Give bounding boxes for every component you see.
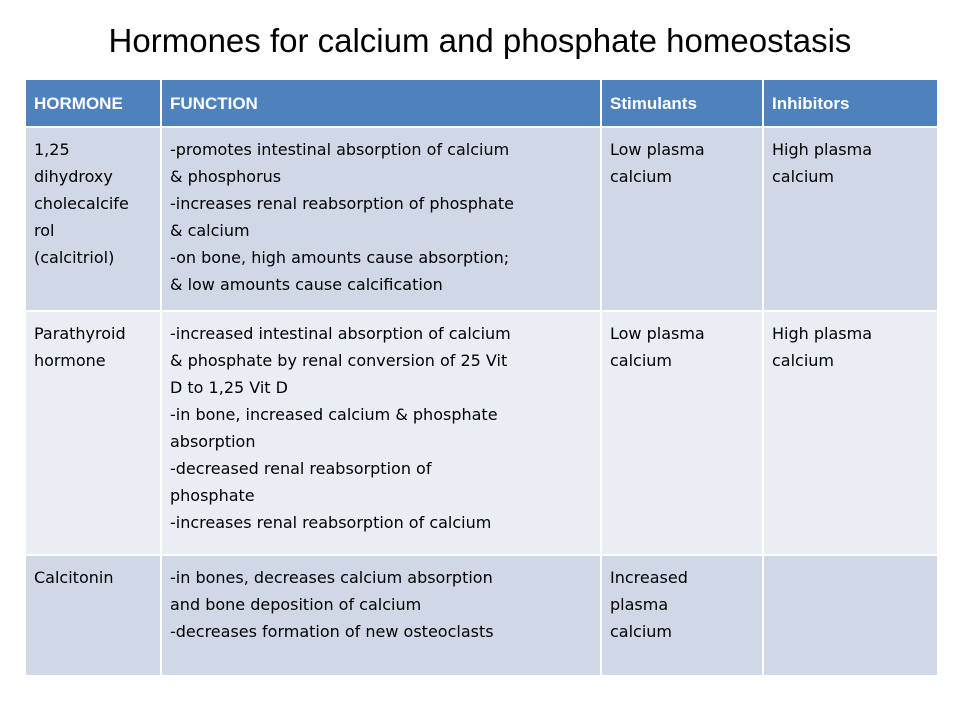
cell-line: calcium [610, 351, 673, 370]
cell-line: phosphate [170, 486, 255, 505]
cell-line: -promotes intestinal absorption of calcium [170, 140, 510, 159]
stimulants-cell [601, 555, 763, 676]
cell-line: dihydroxy [34, 167, 113, 186]
cell-line: rol [34, 221, 55, 240]
cell-line: D to 1,25 Vit D [170, 378, 288, 397]
cell-line: Increased [610, 568, 688, 587]
cell-line: cholecalcife [34, 194, 129, 213]
header-stimulants: Stimulants [601, 79, 763, 127]
cell-line: -increases renal reabsorption of phosphate [170, 194, 514, 213]
stimulants-cell [601, 311, 763, 555]
hormone-cell [25, 311, 161, 555]
cell-line: Low plasma [610, 140, 705, 159]
cell-line: -on bone, high amounts cause absorption; [170, 248, 510, 267]
cell-line: High plasma [772, 324, 872, 343]
cell-line: -decreased renal reabsorption of [170, 459, 432, 478]
header-row [25, 79, 938, 127]
cell-line: 1,25 [34, 140, 70, 159]
table-row [25, 127, 938, 311]
cell-line: hormone [34, 351, 106, 370]
hormone-cell [25, 555, 161, 676]
cell-line: (calcitriol) [34, 248, 115, 267]
inhibitors-cell [763, 311, 938, 555]
header-inhibitors: Inhibitors [763, 79, 938, 127]
cell-line: calcium [610, 622, 673, 641]
cell-line: -increased intestinal absorption of calcium [170, 324, 511, 343]
cell-line: calcium [772, 351, 835, 370]
table-row [25, 311, 938, 555]
cell-line: & low amounts cause calcification [170, 275, 443, 294]
function-cell [161, 311, 601, 555]
cell-line: & phosphorus [170, 167, 282, 186]
cell-line: -in bone, increased calcium & phosphate [170, 405, 498, 424]
function-cell [161, 555, 601, 676]
cell-line: -in bones, decreases calcium absorption [170, 568, 493, 587]
stimulants-cell [601, 127, 763, 311]
cell-line: plasma [610, 595, 669, 614]
cell-line: Calcitonin [34, 568, 114, 587]
cell-line: calcium [772, 167, 835, 186]
slide-title: Hormones for calcium and phosphate homeostasis [108, 22, 852, 59]
header-function: FUNCTION [161, 79, 601, 127]
cell-line: & phosphate by renal conversion of 25 Vit [170, 351, 508, 370]
cell-line: Low plasma [610, 324, 705, 343]
cell-line: Parathyroid [34, 324, 126, 343]
cell-line: High plasma [772, 140, 872, 159]
cell-line: -decreases formation of new osteoclasts [170, 622, 494, 641]
cell-line: calcium [610, 167, 673, 186]
inhibitors-cell [763, 127, 938, 311]
cell-line: absorption [170, 432, 256, 451]
table-row [25, 555, 938, 676]
cell-line: & calcium [170, 221, 250, 240]
function-cell [161, 127, 601, 311]
cell-line: -increases renal reabsorption of calcium [170, 513, 492, 532]
inhibitors-cell [763, 555, 938, 676]
hormone-cell [25, 127, 161, 311]
cell-line: and bone deposition of calcium [170, 595, 422, 614]
hormone-table [24, 78, 939, 677]
header-hormone: HORMONE [25, 79, 161, 127]
